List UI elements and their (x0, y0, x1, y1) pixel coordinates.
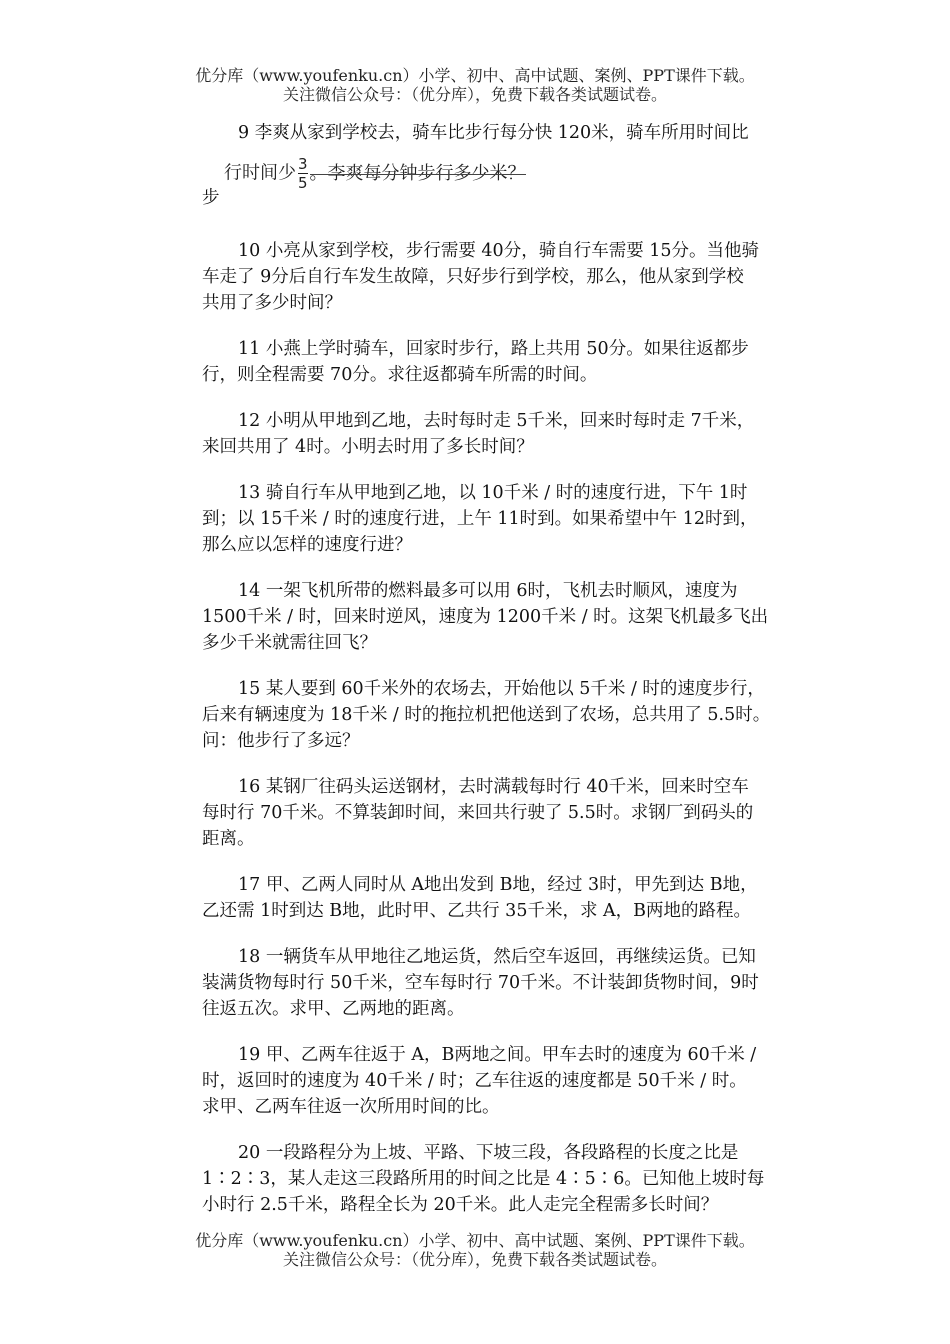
question-text: 小亮从家到学校，步行需要 40分，骑自行车需要 15分。当他骑 (265, 241, 760, 261)
question-12-line-2: 来回共用了 4时。小明去时用了多长时间？ (202, 437, 534, 457)
question-text: 一段路程分为上坡、平路、下坡三段，各段路程的长度之比是 (265, 1143, 739, 1163)
question-15 (202, 676, 814, 754)
question-19 (202, 1042, 814, 1120)
question-11-line-2: 行，则全程需要 70分。求往返都骑车所需的时间。 (202, 365, 598, 385)
question-12 (202, 408, 814, 460)
question-11-line-1 (202, 336, 814, 362)
question-16-line-3: 距离。 (202, 829, 255, 849)
question-17-line-1 (202, 872, 814, 898)
question-number: 14 (238, 581, 261, 601)
question-18 (202, 944, 814, 1022)
question-20-line-3: 小时行 2.5千米，路程全长为 20千米。此人走完全程需多长时间？ (202, 1195, 719, 1215)
question-list (202, 120, 814, 1238)
question-16 (202, 774, 814, 852)
question-13-line-1 (202, 480, 814, 506)
question-10-line-3: 共用了多少时间？ (202, 293, 342, 313)
question-20 (202, 1140, 814, 1218)
question-15-line-2: 后来有辆速度为 18千米 / 时的拖拉机把他送到了农场，总共用了 5.5时。 (202, 705, 771, 725)
question-15-line-1 (202, 676, 814, 702)
page-header (0, 66, 950, 104)
question-text: 一辆货车从甲地往乙地运货，然后空车返回，再继续运货。已知 (265, 947, 756, 967)
question-9-image-text-post: 。李爽每分钟步行多少米？ (309, 162, 526, 184)
question-16-line-2: 每时行 70千米。不算装卸时间，来回共行驶了 5.5时。求钢厂到码头的 (202, 803, 754, 823)
question-19-line-3: 求甲、乙两车往返一次所用时间的比。 (202, 1097, 500, 1117)
question-14-line-2: 1500千米 / 时，回来时逆风，速度为 1200千米 / 时。这架飞机最多飞出 (202, 607, 769, 627)
question-13-line-2: 到；以 15千米 / 时的速度行进，上午 11时到。如果希望中午 12时到， (202, 509, 758, 529)
question-17 (202, 872, 814, 924)
question-text: 甲、乙两车往返于 A，B两地之间。甲车去时的速度为 60千米 / (265, 1045, 757, 1065)
question-12-line-1 (202, 408, 814, 434)
question-19-line-2: 时，返回时的速度为 40千米 / 时；乙车往返的速度都是 50千米 / 时。 (202, 1071, 747, 1091)
header-line-2: 关注微信公众号：（优分库），免费下载各类试题试卷。 (282, 85, 667, 104)
question-number: 10 (238, 241, 261, 261)
question-18-line-3: 往返五次。求甲、乙两地的距离。 (202, 999, 465, 1019)
question-13 (202, 480, 814, 558)
question-text: 骑自行车从甲地到乙地，以 10千米 / 时的速度行进，下午 1时 (265, 483, 748, 503)
question-text: 某钢厂往码头运送钢材，去时满载每时行 40千米，回来时空车 (265, 777, 749, 797)
question-text: 某人要到 60千米外的农场去，开始他以 5千米 / 时的速度步行， (265, 679, 765, 699)
question-16-line-1 (202, 774, 814, 800)
question-number: 20 (238, 1143, 261, 1163)
fraction-numerator: 3 (298, 155, 308, 173)
question-text: 甲、乙两人同时从 A地出发到 B地，经过 3时，甲先到达 B地， (265, 875, 758, 895)
question-number: 16 (238, 777, 261, 797)
question-18-line-1 (202, 944, 814, 970)
header-line-1: 优分库（www.youfenku.cn）小学、初中、高中试题、案例、PPT课件下载。 (195, 66, 755, 85)
question-13-line-3: 那么应以怎样的速度行进？ (202, 535, 412, 555)
question-15-line-3: 问：他步行了多远？ (202, 731, 360, 751)
question-20-line-2: 1∶2∶3，某人走这三段路所用的时间之比是 4∶5∶6。已知他上坡时每 (202, 1169, 765, 1189)
question-9-line-1: 9 李爽从家到学校去，骑车比步行每分快 120米，骑车所用时间比 (238, 123, 749, 143)
question-text: 小燕上学时骑车，回家时步行，路上共用 50分。如果往返都步 (265, 339, 749, 359)
question-20-line-1 (202, 1140, 814, 1166)
question-10 (202, 238, 814, 316)
question-number: 11 (238, 339, 261, 359)
page-footer (0, 1231, 950, 1269)
question-9 (202, 120, 814, 146)
question-number: 12 (238, 411, 261, 431)
question-number: 19 (238, 1045, 261, 1065)
question-number: 15 (238, 679, 261, 699)
question-18-line-2: 装满货物每时行 50千米，空车每时行 70千米。不计装卸货物时间，9时 (202, 973, 759, 993)
question-14-line-3: 多少千米就需往回飞？ (202, 633, 377, 653)
question-9-tail: 步 (202, 188, 220, 208)
question-number: 17 (238, 875, 261, 895)
footer-line-2: 关注微信公众号：（优分库），免费下载各类试题试卷。 (282, 1250, 667, 1269)
question-14 (202, 578, 814, 656)
question-14-line-1 (202, 578, 814, 604)
question-11 (202, 336, 814, 388)
fraction-denominator: 5 (298, 174, 308, 192)
question-17-line-2: 乙还需 1时到达 B地，此时甲、乙共行 35千米，求 A，B两地的路程。 (202, 901, 752, 921)
question-text: 小明从甲地到乙地，去时每时走 5千米，回来时每时走 7千米， (265, 411, 755, 431)
question-9-scanned-line (202, 148, 814, 208)
question-number: 13 (238, 483, 261, 503)
question-number: 18 (238, 947, 261, 967)
question-10-line-2: 车走了 9分后自行车发生故障，只好步行到学校，那么，他从家到学校 (202, 267, 744, 287)
footer-line-1: 优分库（www.youfenku.cn）小学、初中、高中试题、案例、PPT课件下载。 (195, 1231, 755, 1250)
question-10-line-1 (202, 238, 814, 264)
question-19-line-1 (202, 1042, 814, 1068)
question-text: 一架飞机所带的燃料最多可以用 6时，飞机去时顺风，速度为 (265, 581, 738, 601)
question-9-image-text-pre: 行时间少 (224, 162, 296, 184)
fraction-three-fifths (298, 156, 308, 191)
